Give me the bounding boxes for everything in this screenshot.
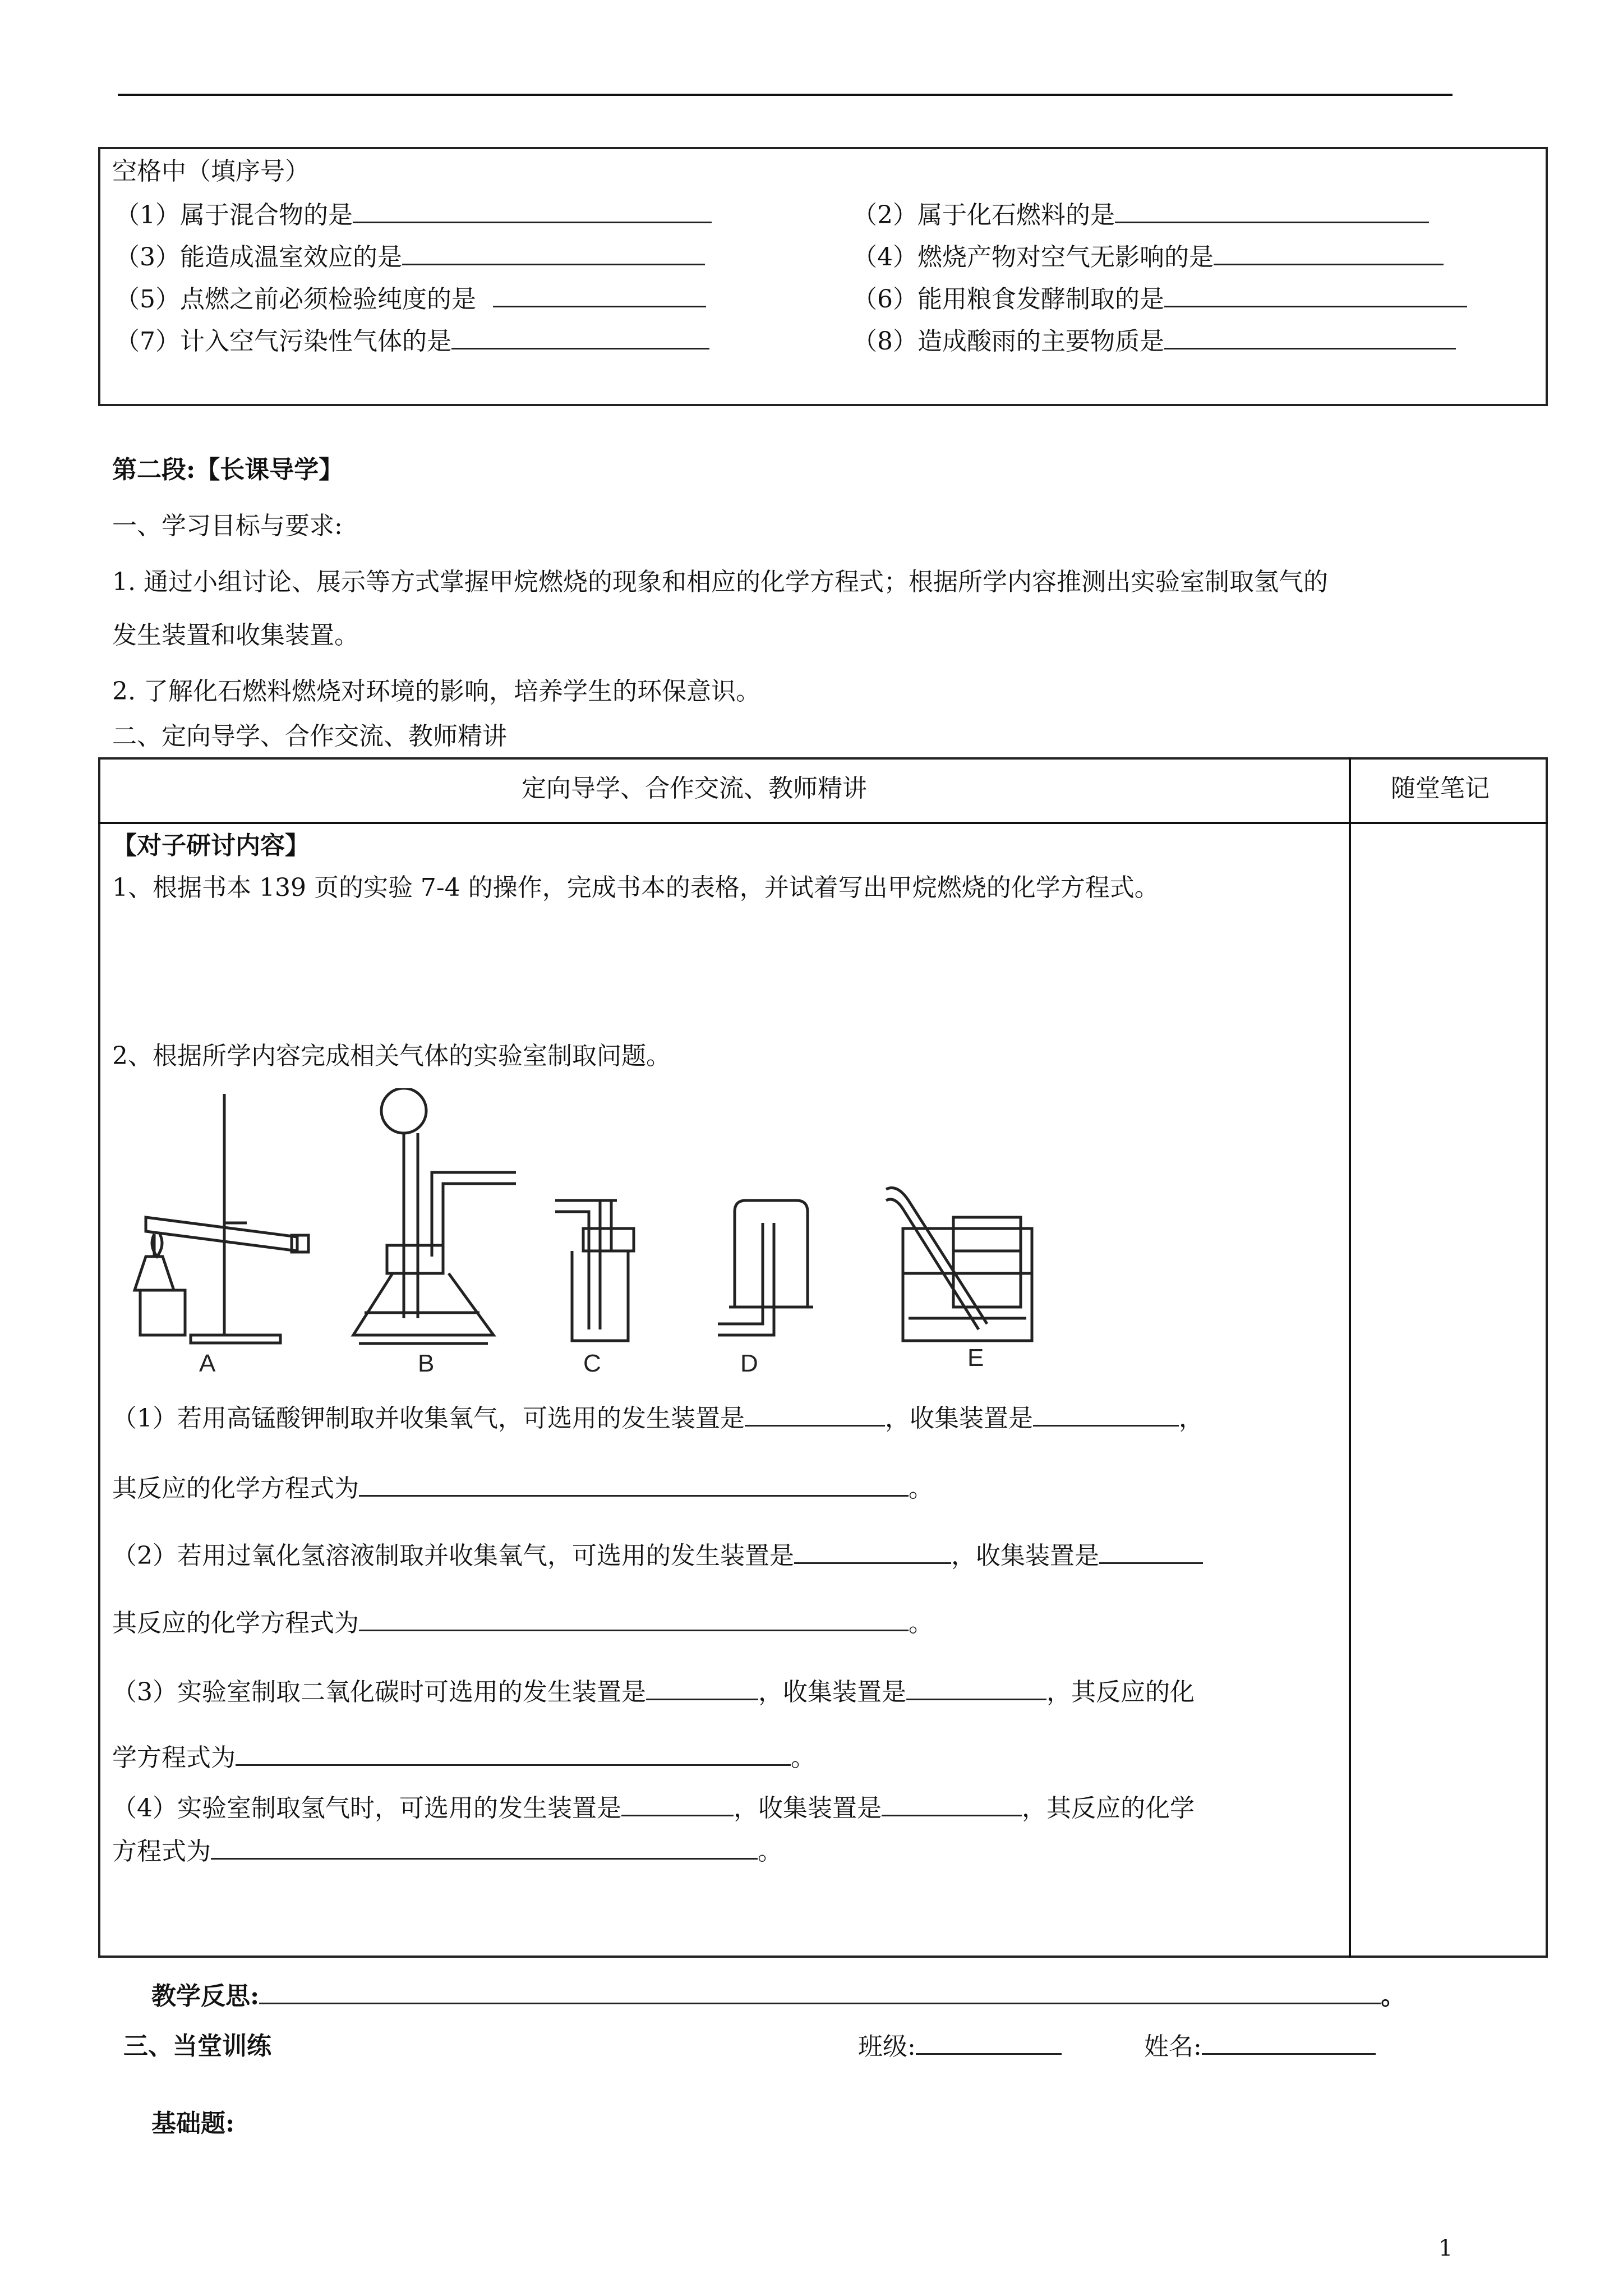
answer-blank[interactable] xyxy=(1164,325,1456,349)
apparatus-label: D xyxy=(740,1350,758,1377)
goal-2: 2. 了解化石燃料燃烧对环境的影响，培养学生的环保意识。 xyxy=(112,677,760,706)
answer-blank[interactable] xyxy=(745,1402,885,1427)
question-2: 2、根据所学内容完成相关气体的实验室制取问题。 xyxy=(112,1042,671,1070)
sub-question-1: （1）若用高锰酸钾制取并收集氧气，可选用的发生装置是 ，收集装置是 ， xyxy=(112,1402,1204,1434)
question-item: （1）属于混合物的是 xyxy=(115,199,712,231)
question-item: （5）点燃之前必须检验纯度的是 xyxy=(115,283,706,315)
answer-blank[interactable] xyxy=(646,1676,758,1700)
apparatus-label: E xyxy=(967,1344,984,1372)
goal-1-line-2: 发生装置和收集装置。 xyxy=(112,621,359,650)
column-header-notes: 随堂笔记 xyxy=(1391,774,1490,803)
sub-question-4: （4）实验室制取氢气时，可选用的发生装置是 ，收集装置是 ，其反应的化学 xyxy=(112,1792,1195,1824)
answer-blank[interactable] xyxy=(211,1835,758,1860)
column-header-main: 定向导学、合作交流、教师精讲 xyxy=(522,774,867,803)
answer-blank[interactable] xyxy=(359,1607,909,1631)
section-title: 第二段:【长课导学】 xyxy=(112,455,344,484)
answer-blank[interactable] xyxy=(493,283,706,307)
sub-question-3-equation: 学方程式为 。 xyxy=(112,1742,815,1774)
answer-blank[interactable] xyxy=(1164,283,1467,307)
section-3-title: 三、当堂训练 xyxy=(123,2032,271,2060)
apparatus-label: A xyxy=(199,1350,216,1377)
sub-question-2-equation: 其反应的化学方程式为 。 xyxy=(112,1607,933,1639)
answer-blank[interactable] xyxy=(402,241,705,265)
answer-blank[interactable] xyxy=(1099,1540,1203,1564)
question-item: （7）计入空气污染性气体的是 xyxy=(115,325,709,357)
table-header-divider xyxy=(98,822,1548,824)
apparatus-d-downward-displacement xyxy=(718,1200,813,1335)
question-item: （6）能用粮食发酵制取的是 xyxy=(852,283,1467,315)
guide-heading: 二、定向导学、合作交流、教师精讲 xyxy=(112,722,507,751)
answer-blank[interactable] xyxy=(1033,1402,1179,1427)
question-item: （3）能造成温室效应的是 xyxy=(115,241,705,273)
apparatus-c-gas-bottle xyxy=(555,1200,634,1341)
answer-blank[interactable] xyxy=(621,1792,734,1816)
pair-discussion-title: 【对子研讨内容】 xyxy=(112,831,310,860)
answer-blank[interactable] xyxy=(1214,241,1444,265)
teaching-reflection: 教学反思: 。 xyxy=(151,1980,1405,2012)
question-1: 1、根据书本 139 页的实验 7-4 的操作，完成书本的表格，并试着写出甲烷燃烧的化学方程式。 xyxy=(112,873,1159,902)
basic-questions-heading: 基础题: xyxy=(151,2109,235,2138)
header-rule xyxy=(118,94,1453,96)
reflection-blank[interactable] xyxy=(259,1980,1381,2004)
table-column-divider xyxy=(1349,757,1351,1958)
sub-question-4-equation: 方程式为 。 xyxy=(112,1835,782,1867)
apparatus-a-test-tube-heating xyxy=(135,1094,308,1343)
answer-blank[interactable] xyxy=(794,1540,951,1564)
goal-1-line-1: 1. 通过小组讨论、展示等方式掌握甲烷燃烧的现象和相应的化学方程式；根据所学内容推测出实验室制取氢气的 xyxy=(112,568,1328,596)
question-item: （2）属于化石燃料的是 xyxy=(852,199,1429,231)
answer-blank[interactable] xyxy=(359,1473,909,1497)
apparatus-figure xyxy=(112,1088,1066,1380)
name-input[interactable] xyxy=(1202,2031,1376,2055)
question-item: （4）燃烧产物对空气无影响的是 xyxy=(852,241,1444,273)
apparatus-e-water-trough xyxy=(886,1188,1032,1341)
class-field: 班级: xyxy=(858,2031,1062,2063)
answer-blank[interactable] xyxy=(906,1676,1046,1700)
answer-blank[interactable] xyxy=(451,325,709,349)
apparatus-label: C xyxy=(583,1350,601,1377)
answer-blank[interactable] xyxy=(1115,199,1429,223)
sub-question-1-equation: 其反应的化学方程式为 。 xyxy=(112,1473,933,1504)
top-box-intro: 空格中（填序号） xyxy=(112,157,310,186)
class-input[interactable] xyxy=(916,2031,1062,2055)
question-item: （8）造成酸雨的主要物质是 xyxy=(852,325,1456,357)
apparatus-label: B xyxy=(418,1350,435,1377)
sub-question-3: （3）实验室制取二氧化碳时可选用的发生装置是 ，收集装置是 ，其反应的化 xyxy=(112,1676,1195,1708)
page-number: 1 xyxy=(1438,2235,1453,2261)
top-question-box xyxy=(98,147,1548,406)
apparatus-b-conical-flask xyxy=(353,1088,516,1343)
goals-heading: 一、学习目标与要求: xyxy=(112,512,343,540)
answer-blank[interactable] xyxy=(236,1742,791,1766)
name-field: 姓名: xyxy=(1144,2031,1376,2063)
sub-question-2: （2）若用过氧化氢溶液制取并收集氧气，可选用的发生装置是 ，收集装置是 xyxy=(112,1540,1203,1572)
answer-blank[interactable] xyxy=(353,199,712,223)
answer-blank[interactable] xyxy=(882,1792,1022,1816)
